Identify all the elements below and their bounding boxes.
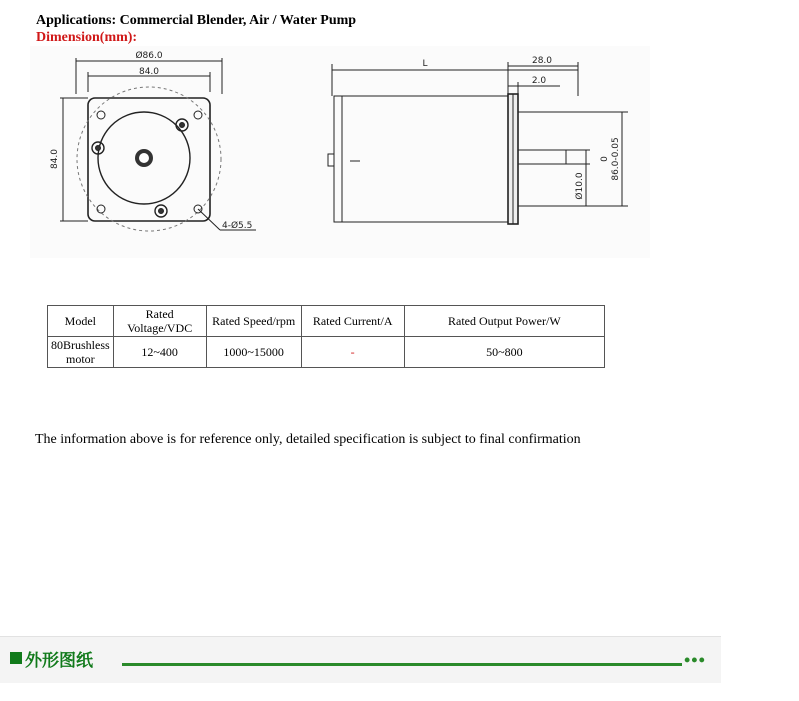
cell-speed: 1000~15000	[206, 337, 301, 368]
cell-current: -	[301, 337, 404, 368]
table-row	[48, 337, 605, 368]
reference-note: The information above is for reference only, detailed specification is subject to final confirmation	[35, 432, 581, 447]
dimension-heading: Dimension(mm):	[36, 30, 138, 45]
pilot-diameter-tol-label: 0	[600, 156, 610, 162]
section-divider	[122, 663, 682, 666]
length-label: L	[422, 59, 428, 69]
table-header-row	[48, 306, 605, 337]
section-title: 外形图纸	[25, 651, 93, 671]
section-header	[0, 636, 721, 683]
pilot-label: 2.0	[531, 76, 547, 86]
dimension-drawing	[30, 46, 650, 258]
holes-label: 4-Ø5.5	[222, 221, 253, 231]
width-label: 84.0	[138, 67, 160, 77]
header-model: Model	[48, 306, 114, 337]
square-bullet-icon	[10, 652, 22, 664]
header-power: Rated Output Power/W	[404, 306, 604, 337]
pilot-diameter-label: 86.0-0.05	[611, 137, 621, 181]
cell-model: 80Brushless motor	[48, 337, 114, 368]
applications-heading: Applications: Commercial Blender, Air / Water Pump	[36, 13, 357, 28]
shaft-length-label: 28.0	[531, 56, 553, 66]
cell-voltage: 12~400	[113, 337, 206, 368]
spec-table	[47, 305, 605, 368]
cell-power: 50~800	[404, 337, 604, 368]
more-dots-icon: •••	[684, 650, 706, 670]
header-current: Rated Current/A	[301, 306, 404, 337]
height-label: 84.0	[50, 148, 60, 170]
header-speed: Rated Speed/rpm	[206, 306, 301, 337]
outer-diameter-label: Ø86.0	[135, 51, 163, 61]
header-voltage: Rated Voltage/VDC	[113, 306, 206, 337]
shaft-diameter-label: Ø10.0	[575, 172, 585, 200]
